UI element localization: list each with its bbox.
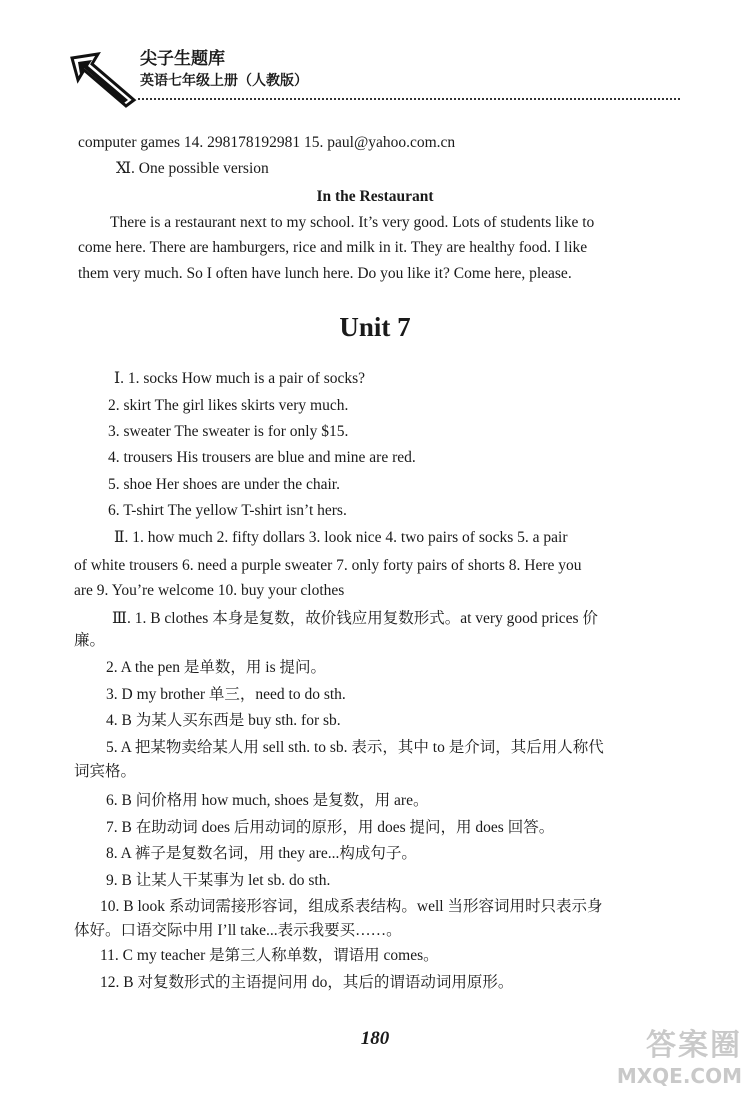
answer-line: of white trousers 6. need a purple sweater 7. only forty pairs of shorts 8. Here you (74, 557, 582, 574)
arrow-logo-icon (68, 50, 138, 108)
answer-line: computer games 14. 298178192981 15. paul@yahoo.com.cn (78, 134, 456, 151)
answer-line: Ⅰ. 1. socks How much is a pair of socks? (114, 370, 366, 387)
section-heading: Ⅺ. One possible version (116, 160, 269, 177)
answer-line: Ⅱ. 1. how much 2. fifty dollars 3. look nice 4. two pairs of socks 5. a pair (114, 529, 568, 546)
answer-line: 8. A 裤子是复数名词，用 they are...构成句子。 (106, 845, 417, 862)
answer-line: 词宾格。 (74, 763, 137, 780)
watermark-cn: 答案圈 (646, 1028, 742, 1063)
answer-line: 7. B 在助动词 does 后用动词的原形，用 does 提问，用 does 回答。 (106, 819, 555, 836)
essay-title: In the Restaurant (316, 188, 434, 205)
essay-line: come here. There are hamburgers, rice and milk in it. They are healthy food. I like (78, 239, 588, 256)
answer-line: 10. B look 系动词需接形容词，组成系表结构。well 当形容词用时只表示身 (100, 898, 603, 915)
answer-line: 5. A 把某物卖给某人用 sell sth. to sb. 表示，其中 to 是介词，其后用人称代 (106, 739, 604, 756)
answer-line: 11. C my teacher 是第三人称单数，谓语用 comes。 (100, 947, 439, 964)
answer-line: 2. A the pen 是单数，用 is 提问。 (106, 659, 327, 676)
essay-line: There is a restaurant next to my school. It’s very good. Lots of students like to (110, 214, 595, 231)
watermark-en: MXQE.COM (616, 1064, 742, 1088)
answer-line: 3. D my brother 单三，need to do sth. (106, 686, 346, 703)
unit-title: Unit 7 (339, 312, 411, 342)
header-divider (138, 98, 680, 100)
answer-line: 4. trousers His trousers are blue and mine are red. (108, 449, 416, 466)
essay-line: them very much. So I often have lunch here. Do you like it? Come here, please. (78, 265, 572, 282)
answer-line: 6. T-shirt The yellow T-shirt isn’t hers. (108, 502, 347, 519)
answer-line: 4. B 为某人买东西是 buy sth. for sb. (106, 712, 341, 729)
answer-line: 3. sweater The sweater is for only $15. (108, 423, 349, 440)
answer-line: 5. shoe Her shoes are under the chair. (108, 476, 340, 493)
answer-line: 6. B 问价格用 how much, shoes 是复数，用 are。 (106, 792, 429, 809)
answer-line: Ⅲ. 1. B clothes 本身是复数，故价钱应用复数形式。at very good prices 价 (112, 610, 598, 627)
answer-line: are 9. You’re welcome 10. buy your clothes (74, 582, 345, 599)
series-title: 尖子生题库 (140, 49, 225, 69)
answer-line: 体好。口语交际中用 I’ll take...表示我要买……。 (74, 922, 402, 939)
answer-line: 廉。 (74, 632, 106, 649)
site-watermark (617, 1020, 742, 1088)
book-subtitle: 英语七年级上册（人教版） (140, 73, 308, 89)
page-header (68, 40, 680, 110)
page-number: 180 (360, 1028, 390, 1049)
answer-line: 12. B 对复数形式的主语提问用 do，其后的谓语动词用原形。 (100, 974, 514, 991)
answer-line: 2. skirt The girl likes skirts very much. (108, 397, 349, 414)
answer-line: 9. B 让某人干某事为 let sb. do sth. (106, 872, 331, 889)
